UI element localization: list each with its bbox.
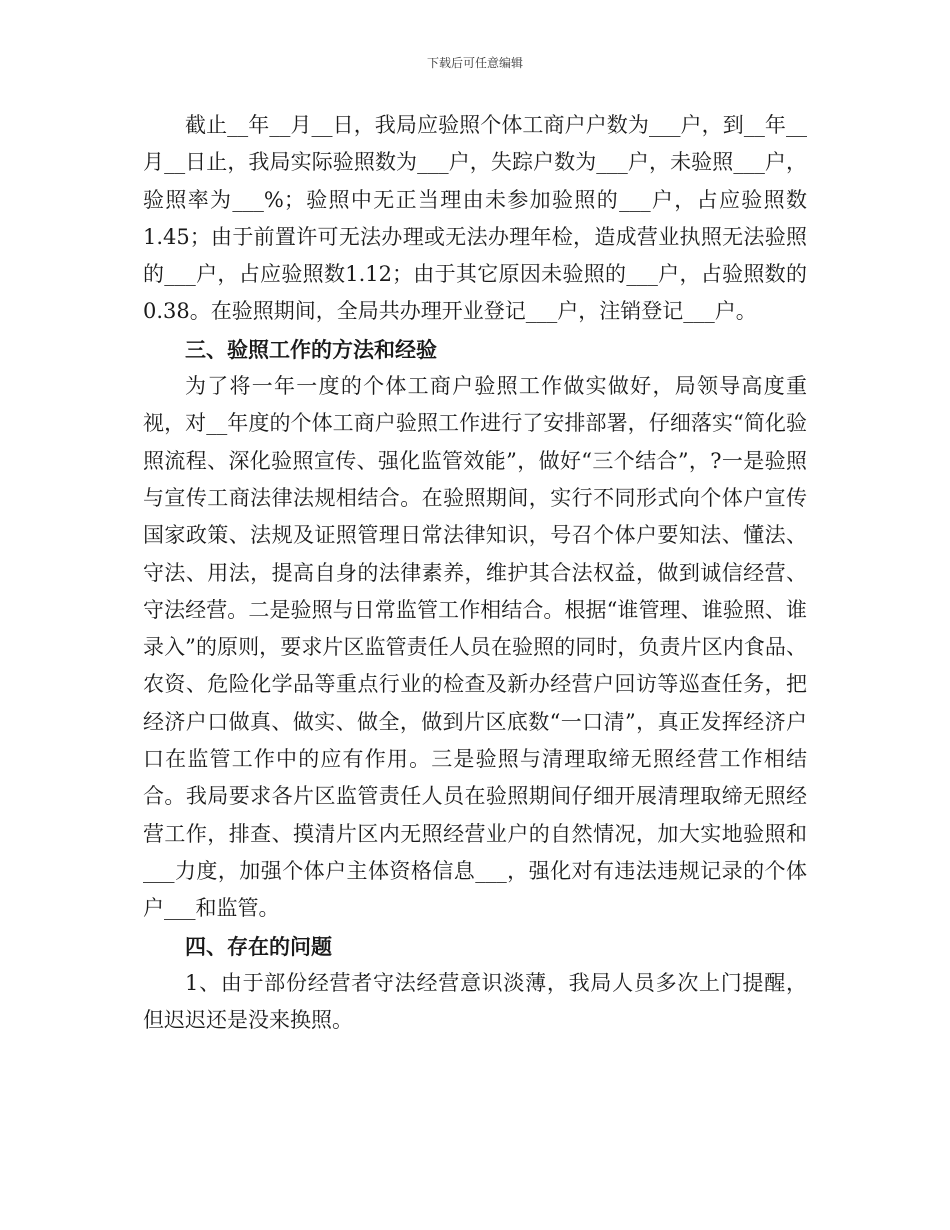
document-body xyxy=(143,107,807,1039)
section-heading-methods: 三、验照工作的方法和经验 xyxy=(185,336,437,362)
page-header: 下载后可任意编辑 xyxy=(426,56,523,70)
paragraph-problem-1: 1、由于部份经营者守法经营意识淡薄，我局人员多次上门提醒，但迟迟还是没来换照。 xyxy=(143,970,807,1033)
section-heading-problems: 四、存在的问题 xyxy=(185,933,332,959)
paragraph-statistics: 截止__年__月__日，我局应验照个体工商户户数为___户，到__年__月__日止，我局实际验照数为___户，失踪户数为___户，未验照___户，验照率为___%；验照中无正当理由未参加验照的___户，占应验照数1.45；由于前置许可无法办理或无法办理年检，造成营业执照无法验照的___户，占应验照数1.12；由于其它原因未验照的___户，占验照数的0.38。在验照期间，全局共办理开业登记___户，注销登记___户。 xyxy=(143,113,807,324)
paragraph-methods: 为了将一年一度的个体工商户验照工作做实做好，局领导高度重视，对__年度的个体工商户验照工作进行了安排部署，仔细落实“简化验照流程、深化验照宣传、强化监管效能”，做好“三个结合”，?一是验照与宣传工商法律法规相结合。在验照期间，实行不同形式向个体户宣传国家政策、法规及证照管理日常法律知识，号召个体户要知法、懂法、守法、用法，提高自身的法律素养，维护其合法权益，做到诚信经营、守法经营。二是验照与日常监管工作相结合。根据“谁管理、谁验照、谁录入”的原则，要求片区监管责任人员在验照的同时，负责片区内食品、农资、危险化学品等重点行业的检查及新办经营户回访等巡查任务，把经济户口做真、做实、做全，做到片区底数“一口清”，真正发挥经济户口在监管工作中的应有作用。三是验照与清理取缔无照经营工作相结合。我局要求各片区监管责任人员在验照期间仔细开展清理取缔无照经营工作，排查、摸清片区内无照经营业户的自然情况，加大实地验照和___力度，加强个体户主体资格信息___，强化对有违法违规记录的个体户___和监管。 xyxy=(143,374,807,921)
